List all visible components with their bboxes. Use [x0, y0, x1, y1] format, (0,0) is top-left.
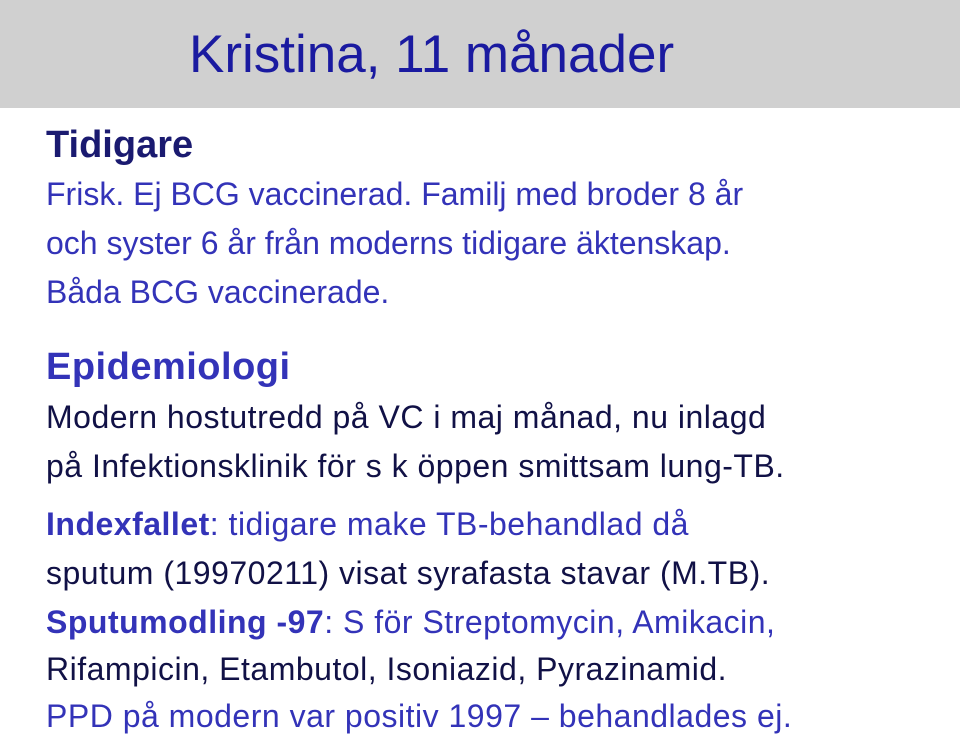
tidigare-line-3: Båda BCG vaccinerade. [46, 274, 390, 310]
epidemiologi-line-2: på Infektionsklinik för s k öppen smittsam lung-TB. [46, 448, 785, 484]
indexfallet-text: : tidigare make TB-behandlad då [209, 506, 689, 542]
tidigare-line-2: och syster 6 år från moderns tidigare äktenskap. [46, 225, 731, 261]
epidemiologi-heading: Epidemiologi [46, 346, 291, 388]
sputumodling-label: Sputumodling -97 [46, 604, 325, 640]
slide-title: Kristina, 11 månader [189, 25, 675, 84]
tidigare-line-1: Frisk. Ej BCG vaccinerad. Familj med broder 8 år [46, 176, 744, 212]
indexfallet-line-1 [46, 500, 689, 549]
indexfallet-label: Indexfallet [46, 506, 210, 542]
sputumodling-line-2: Rifampicin, Etambutol, Isoniazid, Pyrazinamid. [46, 651, 728, 687]
sputumodling-text: : S för Streptomycin, Amikacin, [324, 604, 776, 640]
sputumodling-line-1 [46, 598, 775, 647]
tidigare-heading: Tidigare [46, 124, 194, 166]
indexfallet-line-2: sputum (19970211) visat syrafasta stavar (M.TB). [46, 555, 771, 591]
ppd-line: PPD på modern var positiv 1997 – behandlades ej. [46, 698, 793, 734]
epidemiologi-line-1: Modern hostutredd på VC i maj månad, nu inlagd [46, 399, 767, 435]
